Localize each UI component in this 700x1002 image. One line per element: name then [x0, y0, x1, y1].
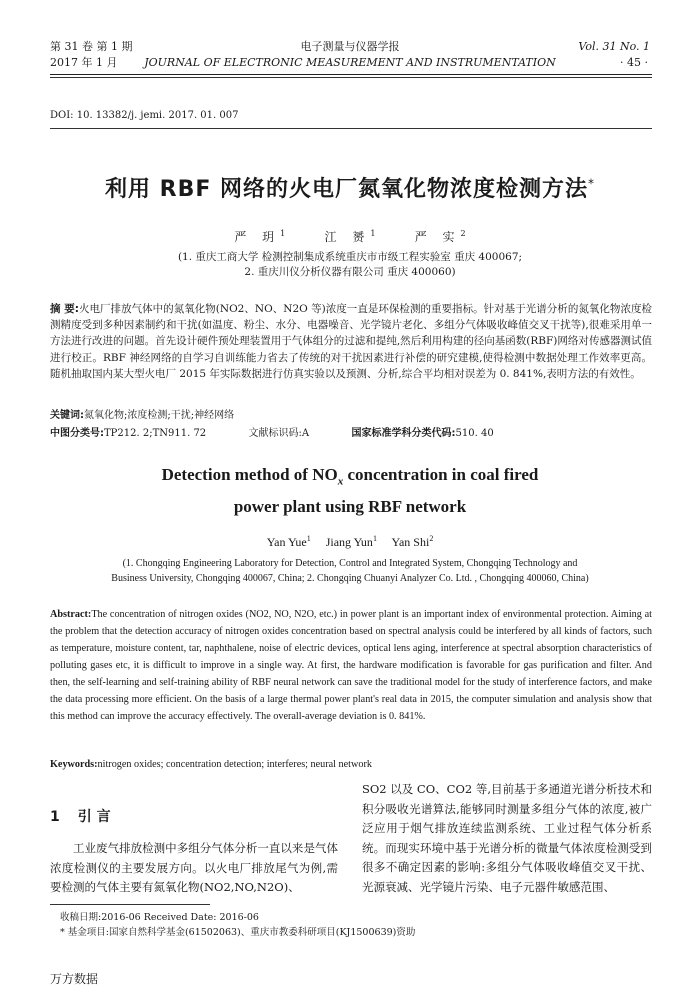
- affiliations-en: (1. Chongqing Engineering Laboratory for Detection, Control and Integrated System, Chongqing Technology and Business University, Chongqing 400067, China; 2. Chongqing Chuanyi Analyzer Co. Ltd. , Chongqing 400060, China): [111, 558, 589, 584]
- authors-en: [0, 534, 700, 550]
- abstract-en: Abstract:The concentration of nitrogen oxides (NO2, NO, N2O, etc.) in power plant is an important index of environmental protection. Aiming at the problem that the detection accuracy of nitrogen oxides concentration based on spectral analysis could be interfered by all kinds of factors, such as temperature, moisture content, tar, naphthalene, noise of electric devices, optical lens aging, interference at spectral absorption characteristics of polluting gases etc, it is difficult to improve in a single way. At first, the hardware modification is favorable for gas purification and filter. And then, the self-learning and self-training ability of RBF neural network can save the traditional model for the study of interference factors, and make the data processing more efficient. On the basis of a large thermal power plant's real data in 2015, the computer simulation and analysis show that this method can improve the accuracy effectively. The overall-average deviation is 0. 841%.: [50, 609, 652, 722]
- header-vol-issue-cn: 第 31 卷 第 1 期: [50, 40, 133, 53]
- header-journal-en: JOURNAL OF ELECTRONIC MEASUREMENT AND INSTRUMENTATION: [144, 56, 556, 69]
- title-en: Detection method of $NO_x$ concentration in coal fired power plant using RBF network: [161, 465, 539, 517]
- header-vol-issue-en: Vol. 31 No. 1: [578, 40, 650, 53]
- header-journal-cn: 电子测量与仪器学报: [300, 40, 400, 53]
- section-1-left-column: 工业废气排放检测中多组分气体分析一直以来是气体浓度检测仪的主要发展方向。以火电厂排放尾气为例,需要检测的气体主要有氮氧化物(NO2,NO,N2O)、: [50, 841, 338, 894]
- author-cn-2: 江 赟$^1$: [324, 229, 376, 244]
- doi: DOI: 10. 13382/j. jemi. 2017. 01. 007: [50, 110, 239, 121]
- header-rule-thin: [50, 77, 652, 78]
- footnote-rule: [50, 904, 210, 905]
- header-rule: [50, 74, 652, 75]
- header-page-number: · 45 ·: [620, 56, 648, 69]
- footnote-fund: * 基金项目:国家自然科学基金(61502063)、重庆市教委科研项目(KJ1500639)资助: [60, 927, 416, 938]
- author-cn-3: 严 实$^2$: [414, 229, 466, 244]
- abstract-cn: 摘 要:火电厂排放气体中的氮氧化物(NO2、NO、N2O 等)浓度一直是环保检测的重要指标。针对基于光谱分析的氮氧化物浓度检测精度受到多种因素制约和干扰(如温度、粉尘、水分、电器噪音、光学镜片老化、多组分气体吸收峰值交叉干扰等),很难采用单一方法进行改进的问题。首先设计硬件预处理装置用于气体组分的过滤和提纯,然后利用构建的径向基函数(RBF)网络对传感器测试值进行校正。RBF 神经网络的自学习自训练能力省去了传统的对干扰因素进行补偿的研究建模,使得检测中数据处理工作效率更高。随机抽取国内某大型火电厂 2015 年实际数据进行仿真实验以及预测、分析,综合平均相对误差为 0. 841%,表明方法的有效性。: [50, 303, 652, 380]
- footnote-received: 收稿日期:2016-06 Received Date: 2016-06: [60, 912, 259, 923]
- section-1-right-column: SO2 以及 CO、CO2 等,目前基于多通道光谱分析技术和积分吸收光谱算法,能够同时测量多组分气体的浓度,被广泛应用于烟气排放连续监测系统、工业过程气体分析系统。而现实环境中基于光谱分析的微量气体浓度检测受到很多不确定因素的影响:多组分气体吸收峰值交叉干扰、光源衰减、光学镜片污染、电子元器件敏感范围、: [362, 782, 653, 894]
- doi-rule: [50, 128, 652, 129]
- header-date-cn: 2017 年 1 月: [50, 56, 118, 69]
- author-en-1: Yan Yue$^1$: [266, 534, 311, 549]
- section-1-heading: 1 引 言: [50, 809, 111, 825]
- author-cn-1: 严 玥$^1$: [234, 229, 286, 244]
- affiliations-cn: (1. 重庆工商大学 检测控制集成系统重庆市市级工程实验室 重庆 400067; 2. 重庆川仪分析仪器有限公司 重庆 400060): [177, 251, 523, 278]
- title-cn: 利用 RBF 网络的火电厂氮氧化物浓度检测方法*: [104, 176, 596, 202]
- author-en-2: Jiang Yun$^1$: [325, 534, 377, 549]
- authors-cn: [0, 228, 700, 245]
- watermark: 万方数据: [50, 972, 99, 986]
- keywords-en: Keywords:nitrogen oxides; concentration detection; interferes; neural network: [50, 759, 372, 770]
- classification-line: 中图分类号:TP212. 2;TN911. 72 文献标识码:A 国家标准学科分类代码:510. 40: [50, 428, 494, 439]
- keywords-cn: 关键词:氮氧化物;浓度检测;干扰;神经网络: [50, 410, 235, 421]
- author-en-3: Yan Shi$^2$: [391, 534, 434, 549]
